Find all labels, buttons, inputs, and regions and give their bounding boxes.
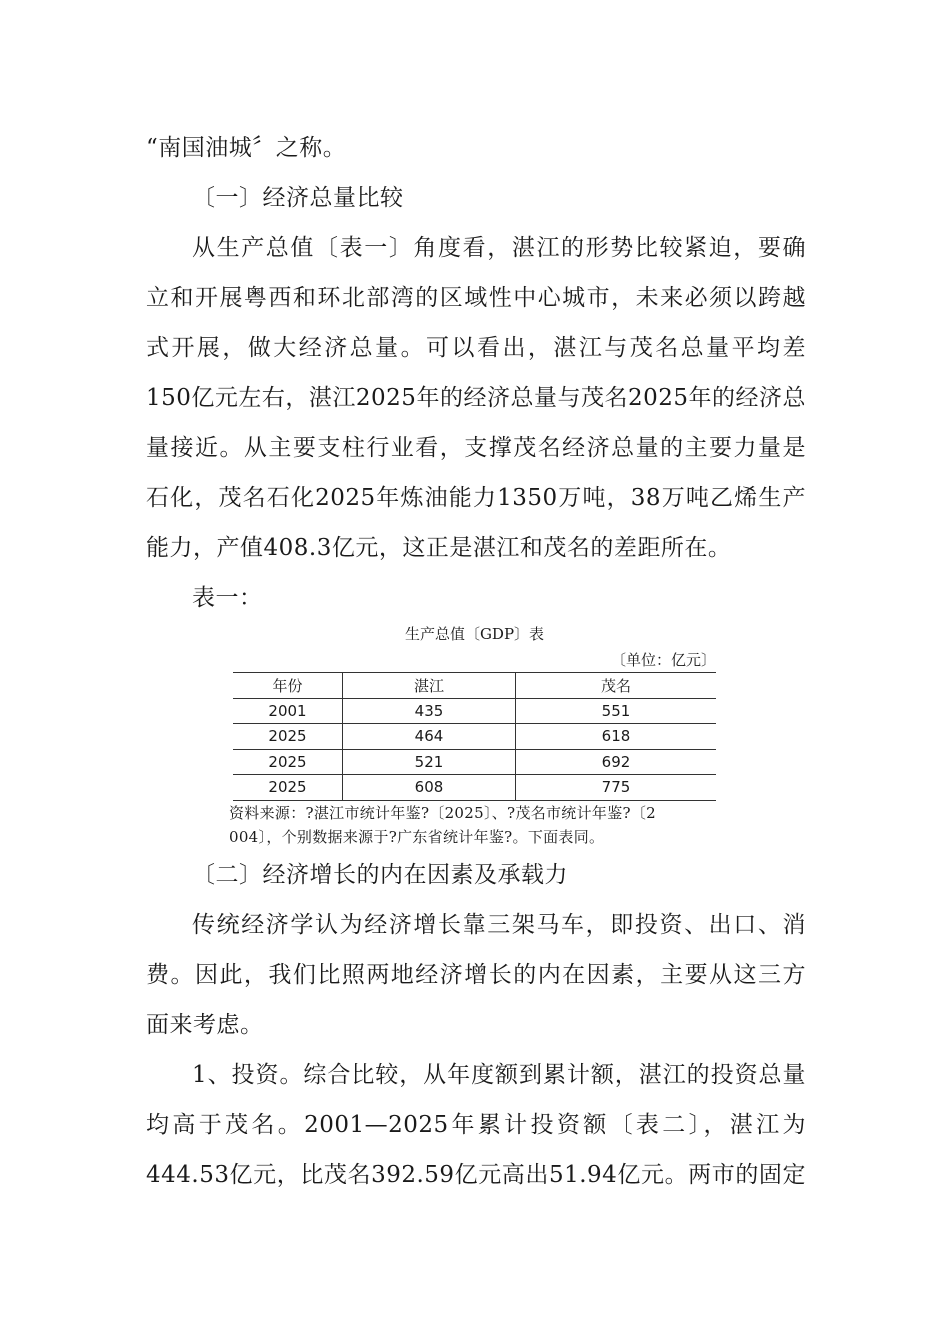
table-unit: 〔单位：亿元〕 [610, 651, 716, 669]
paragraph-line: 444.53亿元，比茂名392.59亿元高出51.94亿元。两市的固定 [146, 1162, 806, 1188]
cell-zhanjiang: 464 [343, 724, 516, 750]
table-row [233, 749, 716, 775]
table-row [233, 775, 716, 801]
paragraph-line: 式开展，做大经济总量。可以看出，湛江与茂名总量平均差 [146, 335, 806, 361]
paragraph-line: 立和开展粤西和环北部湾的区域性中心城市，未来必须以跨越 [146, 285, 806, 311]
header-year: 年份 [233, 673, 343, 699]
table-source-note: 004〕，个别数据来源于?广东省统计年鉴?。下面表同。 [229, 828, 605, 846]
paragraph-line: 费。因此，我们比照两地经济增长的内在因素，主要从这三方 [146, 962, 806, 988]
section-heading-2: 〔二〕经济增长的内在因素及承载力 [192, 862, 568, 888]
cell-zhanjiang: 435 [343, 698, 516, 724]
paragraph-line: 从生产总值〔表一〕角度看，湛江的形势比较紧迫，要确 [192, 235, 806, 261]
header-maoming: 茂名 [516, 673, 717, 699]
cell-zhanjiang: 608 [343, 775, 516, 801]
section-heading-1: 〔一〕经济总量比较 [192, 185, 404, 211]
cell-year: 2025 [233, 749, 343, 775]
cell-year: 2025 [233, 775, 343, 801]
table-row [233, 698, 716, 724]
paragraph-line: “南国油城〞之称。 [146, 135, 347, 161]
paragraph-line: 面来考虑。 [146, 1012, 264, 1038]
paragraph-line: 1、投资。综合比较，从年度额到累计额，湛江的投资总量 [192, 1062, 806, 1088]
gdp-table [233, 672, 716, 801]
cell-year: 2001 [233, 698, 343, 724]
header-zhanjiang: 湛江 [343, 673, 516, 699]
paragraph-line: 能力，产值408.3亿元，这正是湛江和茂名的差距所在。 [146, 535, 732, 561]
paragraph-line: 石化，茂名石化2025年炼油能力1350万吨，38万吨乙烯生产 [146, 485, 806, 511]
cell-year: 2025 [233, 724, 343, 750]
cell-maoming: 551 [516, 698, 717, 724]
cell-maoming: 775 [516, 775, 717, 801]
cell-maoming: 692 [516, 749, 717, 775]
cell-zhanjiang: 521 [343, 749, 516, 775]
paragraph-line: 均高于茂名。2001—2025年累计投资额〔表二〕，湛江为 [146, 1112, 806, 1138]
table-source-note: 资料来源：?湛江市统计年鉴?〔2025〕、?茂名市统计年鉴?〔2 [229, 804, 656, 822]
table-row [233, 724, 716, 750]
table-caption: 生产总值〔GDP〕表 [404, 625, 545, 643]
paragraph-line: 150亿元左右，湛江2025年的经济总量与茂名2025年的经济总 [146, 385, 806, 411]
cell-maoming: 618 [516, 724, 717, 750]
table-header-row [233, 673, 716, 699]
table-label: 表一： [192, 585, 263, 611]
paragraph-line: 量接近。从主要支柱行业看，支撑茂名经济总量的主要力量是 [146, 435, 806, 461]
paragraph-line: 传统经济学认为经济增长靠三架马车，即投资、出口、消 [192, 912, 806, 938]
